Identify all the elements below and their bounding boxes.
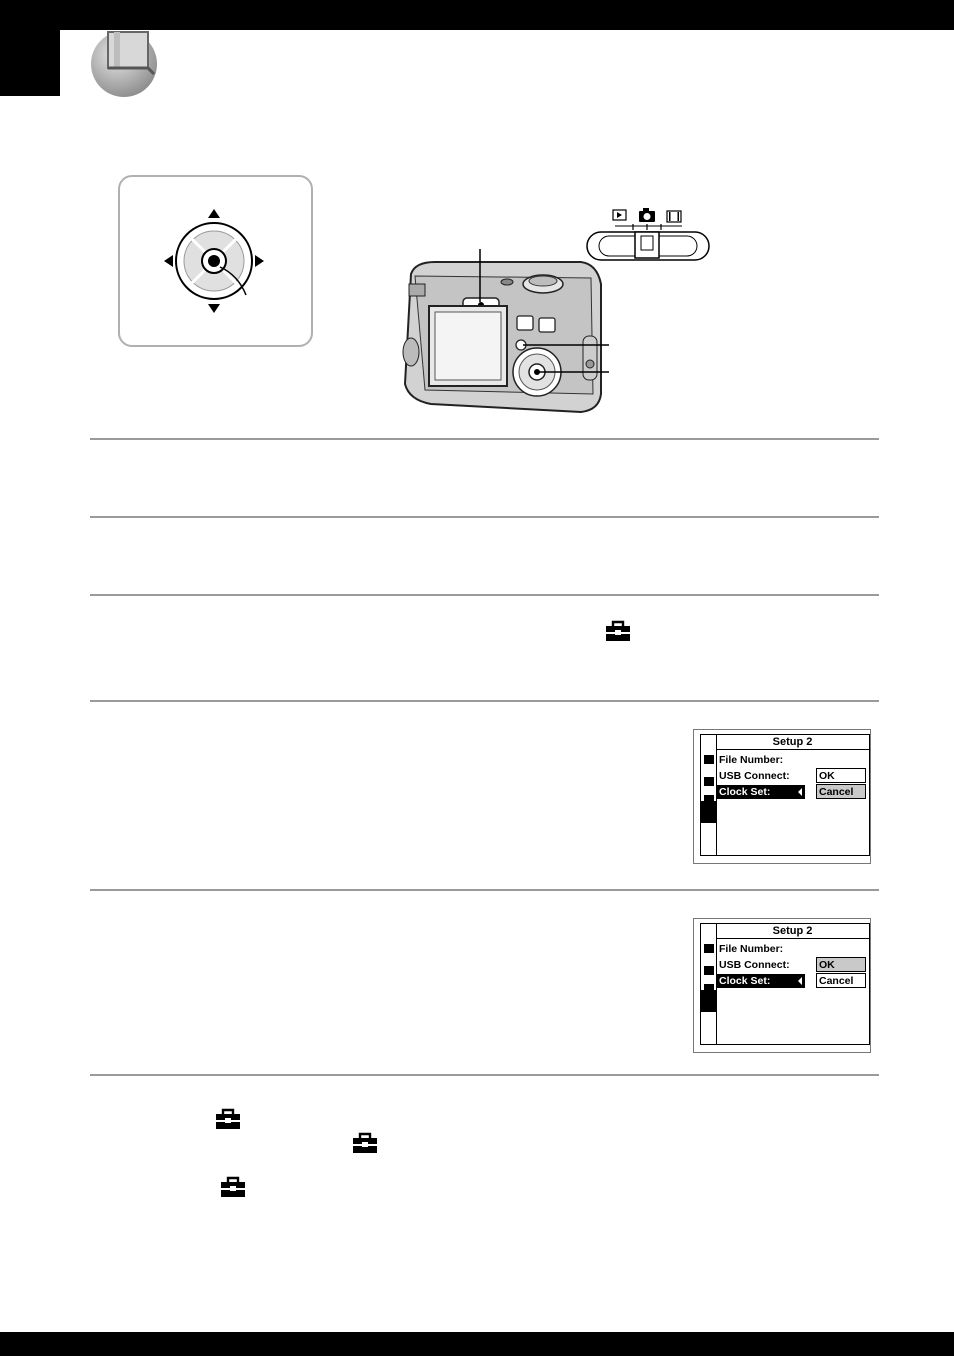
movie-icon <box>667 211 681 222</box>
lcd-row-usb-connect: USB Connect: <box>719 959 790 971</box>
lcd-row-file-number: File Number: <box>719 943 784 955</box>
lcd-screen-setup <box>693 729 871 864</box>
lcd-title: Setup 2 <box>716 735 869 750</box>
control-button-diagram <box>118 175 313 347</box>
bottom-bar <box>0 1332 954 1356</box>
top-bar <box>0 0 954 30</box>
toolbox-icon <box>220 1176 246 1198</box>
memory-icon <box>704 966 714 975</box>
lcd-option-cancel: Cancel <box>816 973 866 988</box>
camera-icon <box>704 944 714 953</box>
step-divider <box>90 594 879 596</box>
lcd-tab-strip <box>701 735 717 855</box>
section-tab <box>0 30 60 96</box>
lcd-row-file-number: File Number: <box>719 754 784 766</box>
camera-illustration <box>395 244 615 420</box>
lcd-title: Setup 2 <box>716 924 869 939</box>
camera-icon <box>639 208 655 222</box>
lcd-option-cancel: Cancel <box>816 784 866 799</box>
lcd-row-clock-set: Clock Set: <box>716 974 805 988</box>
lcd-tab-strip <box>701 924 717 1044</box>
lcd-option-ok: OK <box>816 957 866 972</box>
step-divider <box>90 516 879 518</box>
toolbox-icon <box>215 1108 241 1130</box>
step-divider <box>90 1074 879 1076</box>
lcd-screen-setup <box>693 918 871 1053</box>
lcd-row-usb-connect: USB Connect: <box>719 770 790 782</box>
chapter-tab-icon <box>88 30 160 100</box>
step-divider <box>90 438 879 440</box>
playback-icon <box>613 210 626 220</box>
step-divider <box>90 889 879 891</box>
lcd-row-clock-set: Clock Set: <box>716 785 805 799</box>
toolbox-icon <box>352 1132 378 1154</box>
lcd-option-ok: OK <box>816 768 866 783</box>
memory-icon <box>704 777 714 786</box>
camera-icon <box>704 755 714 764</box>
toolbox-icon <box>605 620 631 642</box>
step-divider <box>90 700 879 702</box>
